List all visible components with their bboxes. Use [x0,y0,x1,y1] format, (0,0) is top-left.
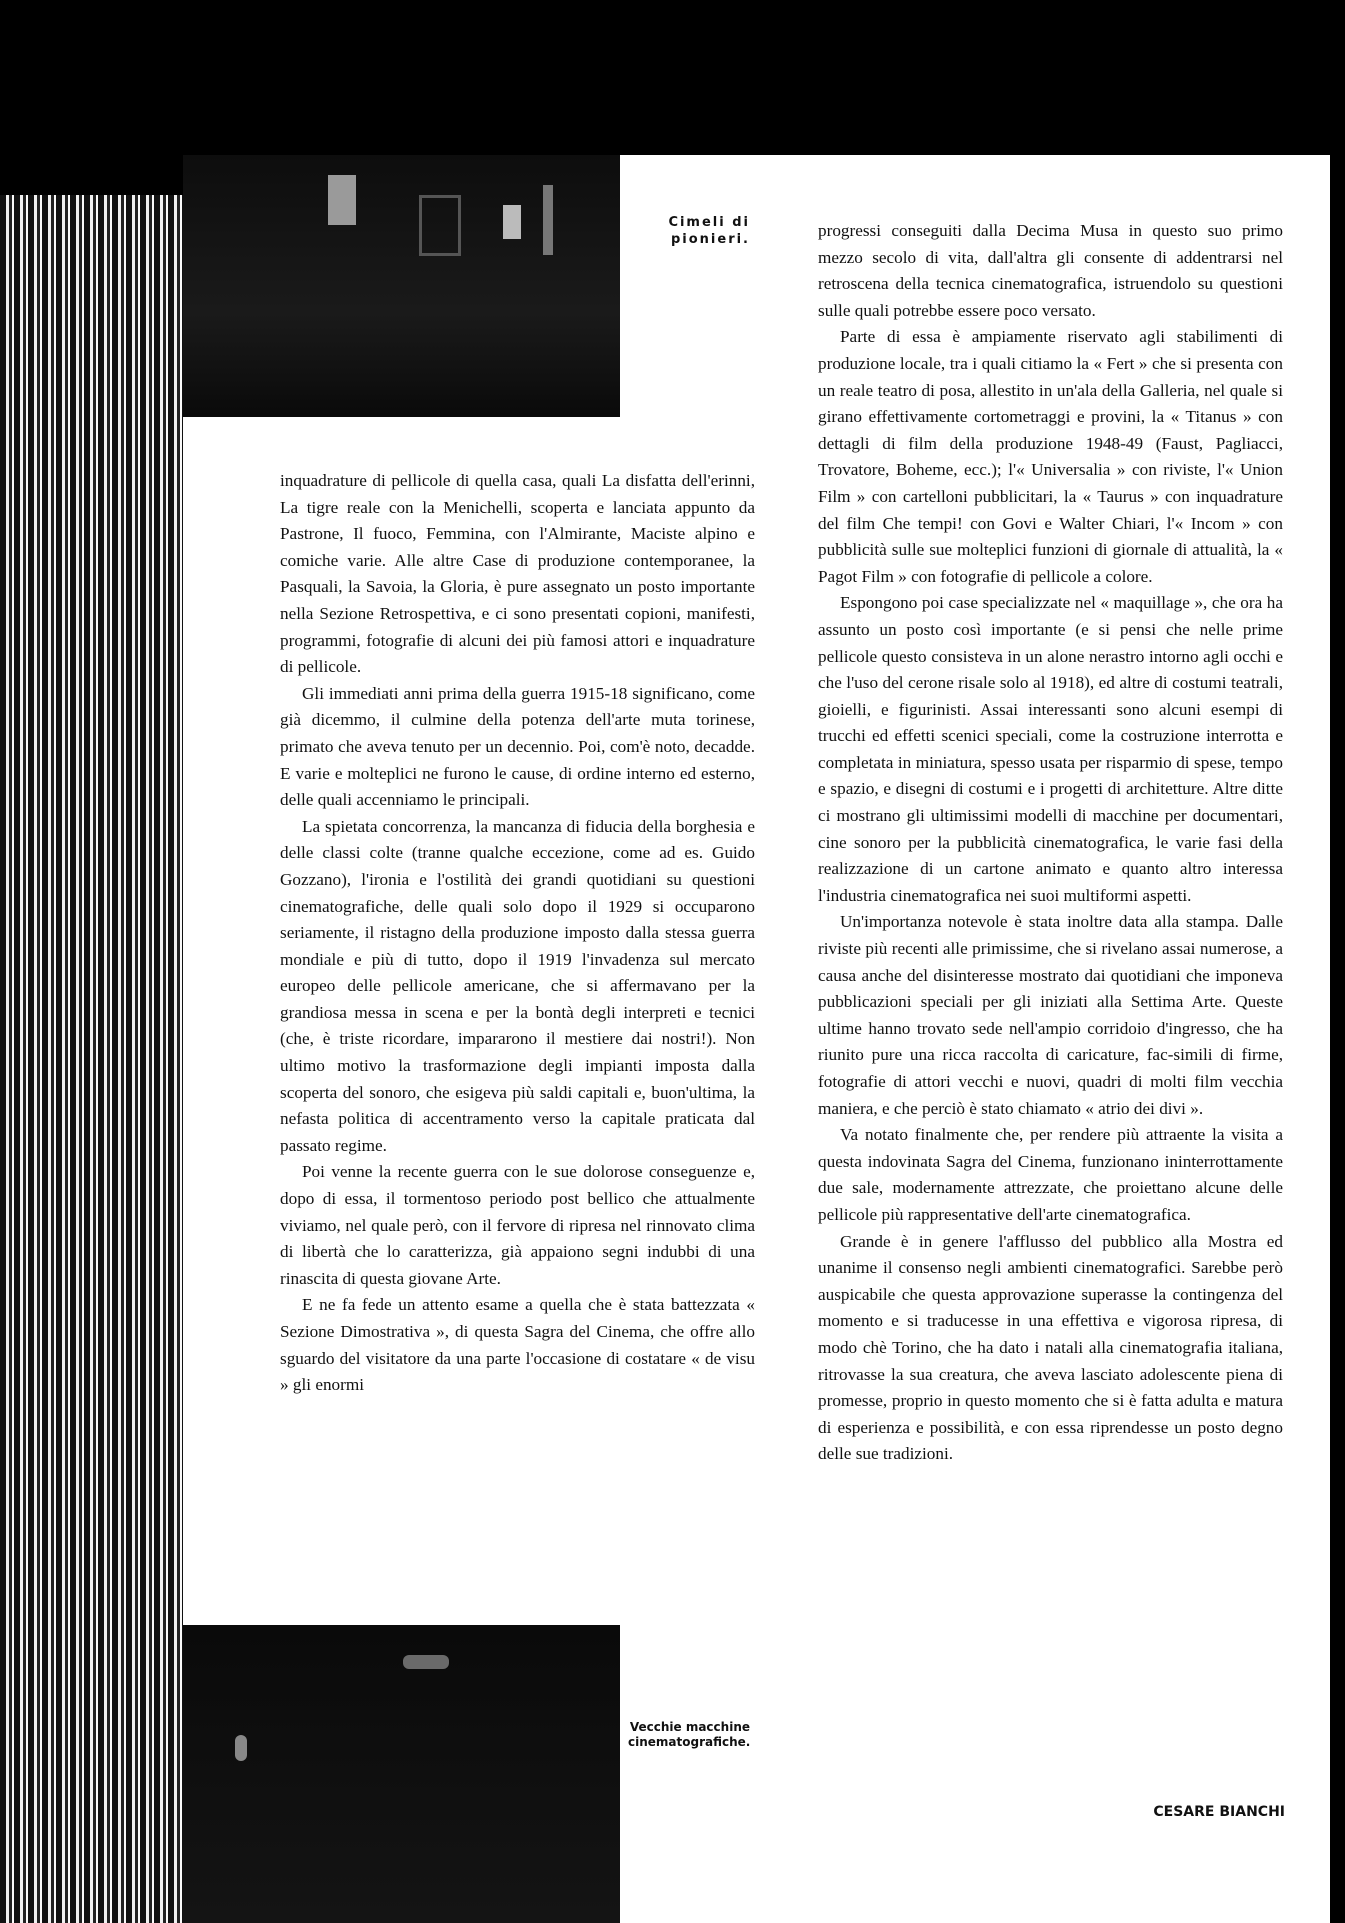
paragraph: progressi conseguiti dalla Decima Musa in questo suo primo mezzo secolo di vita, dall'altra gli consente di addentrarsi nel retroscena della tecnica cinematografica, istruendolo su questioni sulle quali potrebbe essere poco versato. [818,221,1283,320]
photo-detail [235,1735,247,1761]
top-black-border [0,0,1345,155]
author-signature: CESARE BIANCHI [1153,1804,1285,1820]
left-text-column [280,468,755,1399]
photo-detail [328,175,356,225]
paragraph: Poi venne la recente guerra con le sue dolorose conseguenze e, dopo di essa, il tormentoso periodo post bellico che attualmente viviamo, nel quale però, con il fervore di ripresa nel rinnovato clima di libertà che lo caratterizza, già appaiono segni indubbi di una rinascita di questa giovane Arte. [280,1162,755,1288]
paragraph: Un'importanza notevole è stata inoltre data alla stampa. Dalle riviste più recenti alle primissime, che si rivelano assai numerose, a causa anche del disinteresse mostrato dai quotidiani che imponeva pubblicazioni speciali per gli iniziati alla Settima Arte. Queste ultime hanno trovato sede nell'ampio corridoio d'ingresso, che ha riunito pure una ricca raccolta di caricature, fac-simili di firme, fotografie di attori vecchi e nuovi, quadri di molti film vecchia maniera, e che perciò è stato chiamato « atrio dei divi ». [818,912,1283,1118]
paragraph: La spietata concorrenza, la mancanza di fiducia della borghesia e delle classi colte (tranne qualche eccezione, come ad es. Guido Gozzano), l'ironia e l'ostilità dei grandi quotidiani su questioni cinematografiche, delle quali solo dopo il 1929 si occuparono seriamente, il ristagno della produzione imposto dalla stessa guerra mondiale e più di tutto, dopo il 1919 l'invadenza sul mercato europeo delle pellicole americane, che si affermavano per la grandiosa messa in scena e per la bontà degli interpreti e tecnici (che, è triste ricordare, impararono il mestiere dai nostri!). Non ultimo motivo la trasformazione degli impianti imposta dalla scoperta del sonoro, che esigeva più saldi capitali e, buon'ultima, la nefasta politica di accentramento verso la capitale praticata dal passato regime. [280,816,755,1155]
paragraph: E ne fa fede un attento esame a quella che è stata battezzata « Sezione Dimostrativa », di questa Sagra del Cinema, che offre allo sguardo del visitatore da una parte l'occasione di costatare « de visu » gli enormi [280,1295,755,1395]
photo-detail [419,195,461,256]
spine-shadow [0,155,183,195]
photo-detail [503,205,521,239]
photo-old-cinema-machines [183,1625,620,1923]
paragraph: Gli immediati anni prima della guerra 1915-18 significano, come già dicemmo, il culmine della potenza dell'arte muta torinese, primato che aveva tenuto per un decennio. Poi, com'è noto, decadde. E varie e molteplici ne furono le cause, di ordine interno ed esterno, delle quali accenniamo le principali. [280,683,755,810]
paragraph: Espongono poi case specializzate nel « maquillage », che ora ha assunto un posto così importante (e si pensi che nelle prime pellicole questo consisteva in un alone nerastro intorno agli occhi e che l'uso del cerone risale solo al 1918), ed altre di costumi teatrali, gioielli, e figurinisti. Assai interessanti sono alcuni esempi di trucchi ed effetti scenici speciali, come la costruzione interrotta e completata in miniatura, spesso usata per risparmio di spese, tempo e spazio, e disegni di costumi e i progetti di architetture. Altre ditte ci mostrano gli ultimissimi modelli di macchine per documentari, cine sonoro per la pubblicità cinematografica, le varie fasi della realizzazione di un cartone animato e quanto altro interessa l'industria cinematografica nei suoi multiformi aspetti. [818,593,1283,905]
book-page-edges [0,155,183,1923]
photo-detail [543,185,553,255]
photo-pioneer-relics [183,155,620,417]
right-black-border [1330,0,1345,1923]
paragraph: Parte di essa è ampiamente riservato agli stabilimenti di produzione locale, tra i quali citiamo la « Fert » che si presenta con un reale teatro di posa, allestito in un'ala della Galleria, nel quale si girano effettivamente cortometraggi e provini, la « Titanus » con dettagli di film della produzione 1948-49 (Faust, Pagliacci, Trovatore, Boheme, ecc.); l'« Universalia » con riviste, l'« Union Film » con cartelloni pubblicitari, la « Taurus » con inquadrature del film Che tempi! con Govi e Walter Chiari, l'« Incom » con pubblicità sulle sue molteplici funzioni di giornale di attualità, la « Pagot Film » con fotografie di pellicole a colore. [818,327,1283,586]
right-text-column [818,218,1283,1468]
photo-detail [403,1655,449,1669]
caption-top: Cimeli di pionieri. [668,215,750,247]
paragraph: Va notato finalmente che, per rendere più attraente la visita a questa indovinata Sagra del Cinema, funzionano ininterrottamente due sale, modernamente attrezzate, che proiettano alcune delle pellicole più rappresentative dell'arte cinematografica. [818,1125,1283,1224]
paragraph: Grande è in genere l'afflusso del pubblico alla Mostra ed unanime il consenso negli ambienti cinematografici. Sarebbe però auspicabile che questa approvazione superasse la contingenza del momento e si traducesse in una effettiva e vigorosa ripresa, di modo chè Torino, che ha dato i natali alla cinematografia italiana, ritrovasse la sua creatura, che aveva lasciato adolescente piena di promesse, proprio in questo momento che si è fatta adulta e matura di esperienza e possibilità, e con essa riprendesse un posto degno delle sue tradizioni. [818,1231,1283,1464]
paragraph: inquadrature di pellicole di quella casa, quali La disfatta dell'erinni, La tigre reale con la Menichelli, scoperta e lanciata appunto da Pastrone, Il fuoco, Femmina, con l'Almirante, Maciste alpino e comiche varie. Alle altre Case di produzione contemporanee, la Pasquali, la Savoia, la Gloria, è pure assegnato un posto importante nella Sezione Retrospettiva, e ci sono presentati copioni, manifesti, programmi, fotografie di alcuni dei più famosi attori e inquadrature di pellicole. [280,471,755,677]
caption-bottom: Vecchie macchine cinematografiche. [628,1720,751,1749]
